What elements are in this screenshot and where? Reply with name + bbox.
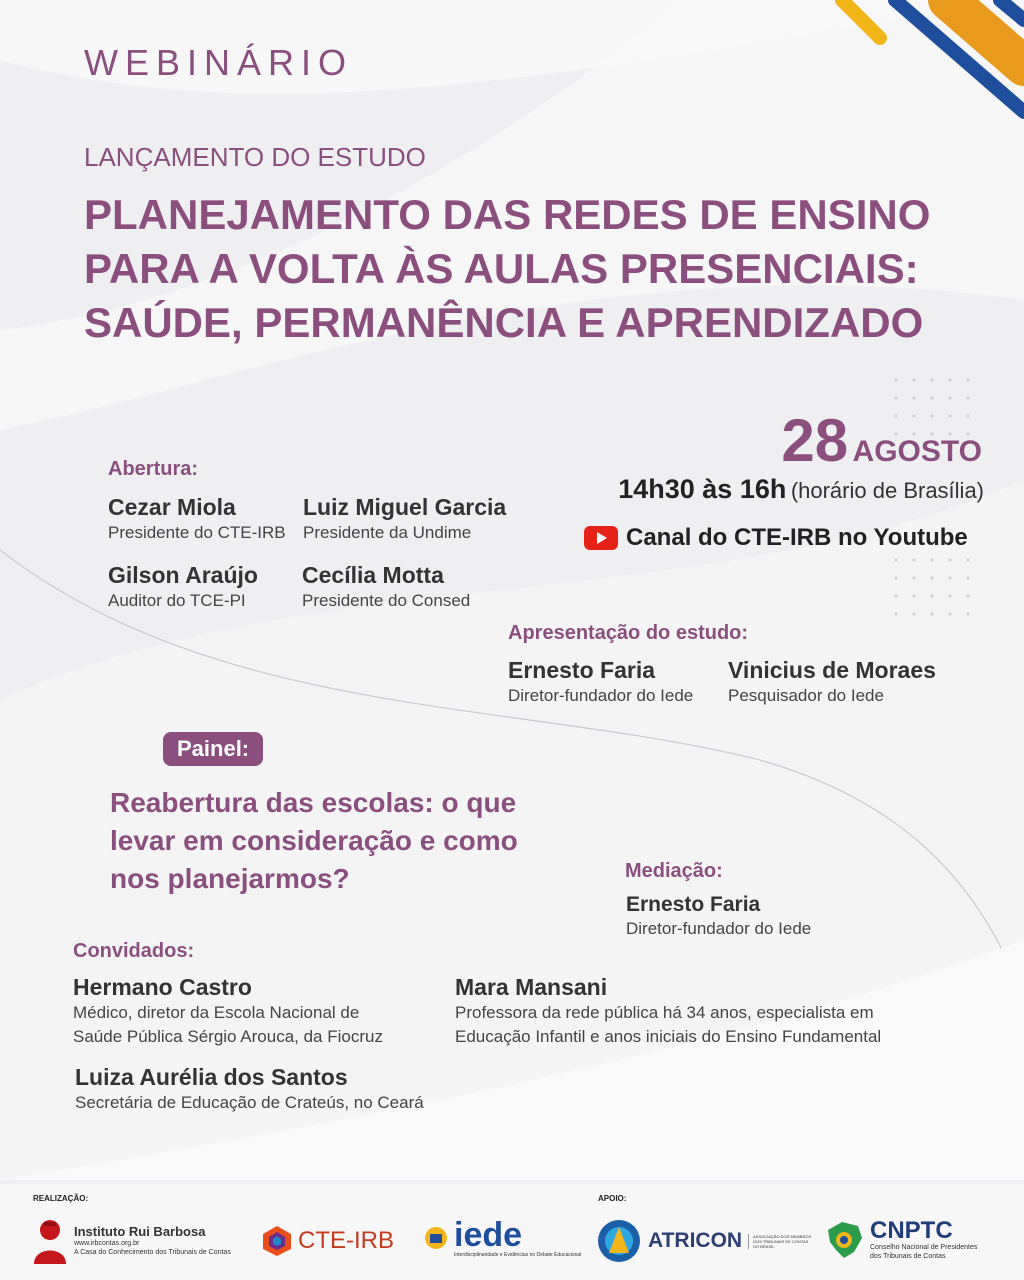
youtube-channel-link[interactable] <box>584 524 968 552</box>
sponsors-footer <box>0 1184 1024 1280</box>
decor-dot <box>894 612 897 615</box>
decor-dot <box>894 576 897 579</box>
panel-badge: Painel: <box>163 732 263 766</box>
guest-role-line: Secretária de Educação de Crateús, no Ceará <box>75 1093 424 1112</box>
panel-question: Reabertura das escolas: o que levar em consideração e como nos planejarmos? <box>110 787 518 894</box>
speaker-role: Diretor-fundador do Iede <box>508 686 694 705</box>
guest <box>455 974 881 1049</box>
decor-dot <box>930 594 933 597</box>
decor-dot <box>894 558 897 561</box>
realizacao-label: REALIZAÇÃO: <box>33 1194 89 1203</box>
decor-dot <box>912 594 915 597</box>
decor-dot <box>966 612 969 615</box>
opening-speaker <box>108 562 258 611</box>
decor-dot <box>930 576 933 579</box>
decor-dot <box>894 378 897 381</box>
guest-name: Mara Mansani <box>455 974 608 1000</box>
iede-circle-icon <box>424 1226 448 1250</box>
cte-irb-logo <box>260 1224 394 1258</box>
event-subtitle: LANÇAMENTO DO ESTUDO <box>84 142 426 172</box>
speaker-role: Presidente da Undime <box>303 523 472 542</box>
apoio-label: APOIO: <box>598 1194 627 1203</box>
decor-dot <box>966 576 969 579</box>
event-date <box>781 406 982 475</box>
speaker-name: Cecília Motta <box>302 562 444 588</box>
decor-dot <box>930 396 933 399</box>
guests-section-label: Convidados: <box>73 940 195 962</box>
atricon-emblem-icon <box>596 1218 642 1264</box>
guest-role-line: Educação Infantil e anos iniciais do Ensino Fundamental <box>455 1027 882 1046</box>
decor-dot <box>930 612 933 615</box>
decor-dot <box>948 378 951 381</box>
mediator <box>626 893 811 939</box>
iede-tagline: Interdisciplinaridade e Evidências no Debate Educacional <box>454 1252 582 1258</box>
atricon-tagline: ASSOCIAÇÃO DOS MEMBROS DOS TRIBUNAIS DE CONTAS DO BRASIL <box>748 1234 813 1249</box>
decor-dot <box>912 396 915 399</box>
presentation-speaker <box>728 657 936 706</box>
speaker-name: Cezar Miola <box>108 494 236 520</box>
speaker-role: Presidente do CTE-IRB <box>108 523 286 542</box>
event-day: 28 <box>781 407 849 474</box>
cnptc-logo <box>822 1218 977 1262</box>
atricon-logo <box>596 1218 813 1264</box>
decor-dot <box>948 576 951 579</box>
youtube-icon <box>584 526 618 550</box>
atricon-name: ATRICON <box>648 1229 743 1252</box>
decor-dot <box>894 594 897 597</box>
cnptc-tagline: Conselho Nacional de Presidentes <box>870 1244 978 1251</box>
guest-role-line: Professora da rede pública há 34 anos, especialista em <box>455 1003 874 1022</box>
decor-dot <box>966 396 969 399</box>
decor-dot <box>966 558 969 561</box>
decor-dot <box>930 558 933 561</box>
decor-dot <box>912 576 915 579</box>
guest-role-line: Saúde Pública Sérgio Arouca, da Fiocruz <box>73 1027 383 1046</box>
iede-name: iede <box>454 1216 523 1254</box>
decor-dot <box>912 612 915 615</box>
event-title: PLANEJAMENTO DAS REDES DE ENSINO PARA A VOLTA ÀS AULAS PRESENCIAIS: SAÚDE, PERMANÊNCIA E APRENDIZADO <box>84 191 931 346</box>
event-timezone: (horário de Brasília) <box>790 478 984 503</box>
decor-dot <box>948 396 951 399</box>
decor-dot <box>948 594 951 597</box>
opening-speaker <box>108 494 286 543</box>
speaker-name: Vinicius de Moraes <box>728 657 936 683</box>
youtube-channel-label: Canal do CTE-IRB no Youtube <box>626 524 968 551</box>
speaker-name: Gilson Araújo <box>108 562 258 588</box>
presentation-speaker <box>508 657 693 706</box>
irb-url: www.irbcontas.org.br <box>74 1239 140 1247</box>
speaker-name: Luiz Miguel Garcia <box>303 494 507 520</box>
guest-name: Luiza Aurélia dos Santos <box>75 1064 348 1090</box>
irb-logo <box>30 1216 231 1264</box>
decor-dot <box>966 378 969 381</box>
opening-section-label: Abertura: <box>108 458 199 480</box>
event-time: 14h30 às 16h <box>618 474 787 504</box>
opening-speaker <box>302 562 470 611</box>
guest-role-line: Médico, diretor da Escola Nacional de <box>73 1003 360 1022</box>
cnptc-tagline: dos Tribunais de Contas <box>870 1253 946 1260</box>
decor-dot <box>948 612 951 615</box>
irb-name: Instituto Rui Barbosa <box>74 1223 206 1239</box>
irb-tagline: A Casa do Conhecimento dos Tribunais de Contas <box>74 1248 231 1256</box>
decor-dot <box>966 594 969 597</box>
decor-dot <box>894 396 897 399</box>
event-month: AGOSTO <box>852 435 982 468</box>
brazil-map-icon <box>822 1218 866 1262</box>
cte-cube-icon <box>260 1224 294 1258</box>
decor-dot <box>912 558 915 561</box>
guest-name: Hermano Castro <box>73 974 252 1000</box>
iede-logo <box>424 1218 581 1258</box>
opening-speaker <box>303 494 506 543</box>
cnptc-name: CNPTC <box>870 1217 953 1244</box>
event-time-row <box>618 474 984 505</box>
cte-irb-name: CTE-IRB <box>298 1227 394 1254</box>
speaker-role: Pesquisador do Iede <box>728 686 884 705</box>
speaker-role: Presidente do Consed <box>302 591 471 610</box>
irb-bust-icon <box>30 1216 70 1264</box>
speaker-name: Ernesto Faria <box>508 657 655 683</box>
guest <box>75 1064 424 1115</box>
decor-dot <box>948 558 951 561</box>
speaker-role: Diretor-fundador do Iede <box>626 919 812 938</box>
mediation-section-label: Mediação: <box>625 860 723 882</box>
speaker-role: Auditor do TCE-PI <box>108 591 246 610</box>
speaker-name: Ernesto Faria <box>626 893 761 916</box>
event-kicker: WEBINÁRIO <box>84 42 354 83</box>
decor-dot <box>930 378 933 381</box>
guest <box>73 974 383 1049</box>
presentation-section-label: Apresentação do estudo: <box>508 622 749 644</box>
decor-dot <box>912 378 915 381</box>
